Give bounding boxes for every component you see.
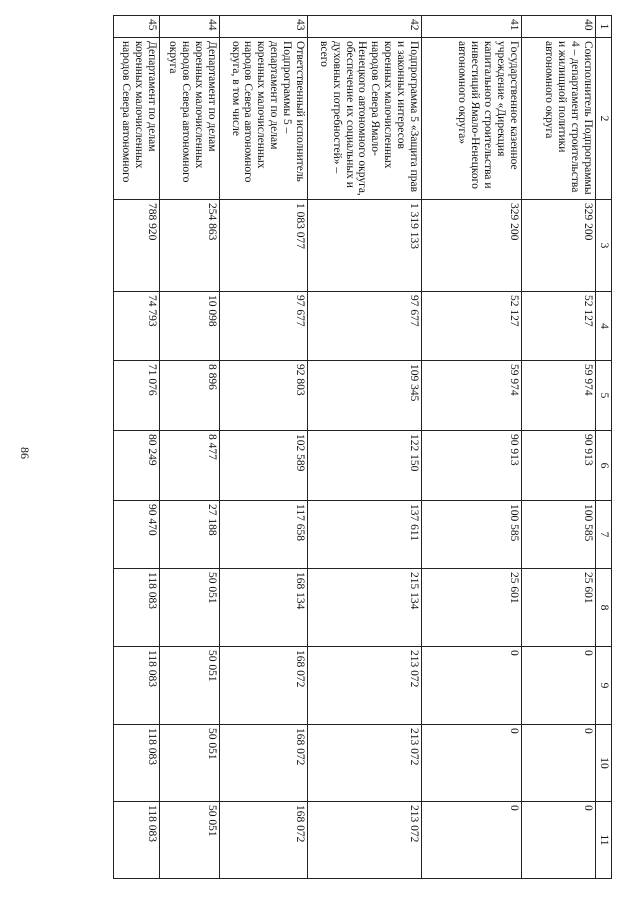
row-index: 44 [160, 16, 220, 38]
cell-value: 90 470 [114, 501, 160, 569]
row-description: Подпрограмма 5 «Защита прав и законных интересов коренных малочисленных народов Севера Ямало-Ненецкого автономного округа, обеспечение их социальных и духовных потребностей» – всего [308, 38, 422, 200]
cell-value: 52 127 [422, 292, 522, 361]
cell-value: 215 134 [308, 569, 422, 647]
col-header: 2 [596, 38, 612, 200]
cell-value: 168 072 [220, 725, 308, 802]
page-number: 86 [18, 447, 32, 459]
cell-value: 329 200 [422, 200, 522, 292]
cell-value: 168 134 [220, 569, 308, 647]
cell-value: 100 585 [422, 501, 522, 569]
budget-table [113, 15, 612, 879]
cell-value: 50 051 [160, 647, 220, 725]
cell-value: 0 [522, 647, 596, 725]
cell-value: 59 974 [522, 361, 596, 431]
cell-value: 10 098 [160, 292, 220, 361]
row-index: 45 [114, 16, 160, 38]
cell-value: 788 920 [114, 200, 160, 292]
cell-value: 25 601 [522, 569, 596, 647]
cell-value: 118 083 [114, 647, 160, 725]
cell-value: 122 150 [308, 431, 422, 501]
cell-value: 102 589 [220, 431, 308, 501]
cell-value: 213 072 [308, 725, 422, 802]
col-header: 5 [596, 361, 612, 431]
cell-value: 0 [522, 725, 596, 802]
cell-value: 118 083 [114, 802, 160, 879]
cell-value: 213 072 [308, 647, 422, 725]
row-description: Департамент по делам коренных малочисленных народов Севера автономного округа [160, 38, 220, 200]
col-header: 9 [596, 647, 612, 725]
row-description: Ответственный исполнитель Подпрограммы 5 – департамент по делам коренных малочисленных народов Севера автономного округа, в том числе [220, 38, 308, 200]
table-row [114, 16, 160, 879]
row-index: 42 [308, 16, 422, 38]
cell-value: 50 051 [160, 802, 220, 879]
cell-value: 71 076 [114, 361, 160, 431]
cell-value: 25 601 [422, 569, 522, 647]
cell-value: 0 [422, 802, 522, 879]
row-index: 40 [522, 16, 596, 38]
cell-value: 92 803 [220, 361, 308, 431]
cell-value: 8 477 [160, 431, 220, 501]
col-header: 7 [596, 501, 612, 569]
table-row [422, 16, 522, 879]
row-description: Соисполнитель Подпрограммы 4 – департамент строительства и жилищной политики автономного округа [522, 38, 596, 200]
cell-value: 50 051 [160, 725, 220, 802]
cell-value: 118 083 [114, 569, 160, 647]
col-header: 11 [596, 802, 612, 879]
table-row [160, 16, 220, 879]
cell-value: 0 [422, 647, 522, 725]
cell-value: 168 072 [220, 802, 308, 879]
cell-value: 118 083 [114, 725, 160, 802]
header-row [596, 16, 612, 879]
cell-value: 90 913 [422, 431, 522, 501]
cell-value: 1 319 133 [308, 200, 422, 292]
cell-value: 254 863 [160, 200, 220, 292]
cell-value: 100 585 [522, 501, 596, 569]
table-row [220, 16, 308, 879]
row-index: 41 [422, 16, 522, 38]
cell-value: 213 072 [308, 802, 422, 879]
row-description: Государственное казенное учреждение «Дирекция капитального строительства и инвестиций Ямало-Ненецкого автономного округа» [422, 38, 522, 200]
col-header: 10 [596, 725, 612, 802]
cell-value: 97 677 [308, 292, 422, 361]
cell-value: 329 200 [522, 200, 596, 292]
col-header: 6 [596, 431, 612, 501]
cell-value: 137 611 [308, 501, 422, 569]
cell-value: 74 793 [114, 292, 160, 361]
col-header: 3 [596, 200, 612, 292]
rotated-table-container [112, 15, 612, 878]
table-row [522, 16, 596, 879]
cell-value: 117 658 [220, 501, 308, 569]
cell-value: 1 083 077 [220, 200, 308, 292]
cell-value: 59 974 [422, 361, 522, 431]
col-header: 8 [596, 569, 612, 647]
cell-value: 0 [422, 725, 522, 802]
cell-value: 50 051 [160, 569, 220, 647]
cell-value: 109 345 [308, 361, 422, 431]
cell-value: 0 [522, 802, 596, 879]
cell-value: 90 913 [522, 431, 596, 501]
row-index: 43 [220, 16, 308, 38]
cell-value: 27 188 [160, 501, 220, 569]
cell-value: 52 127 [522, 292, 596, 361]
col-header: 1 [596, 16, 612, 38]
row-description: Департамент по делам коренных малочисленных народов Севера автономного [114, 38, 160, 200]
col-header: 4 [596, 292, 612, 361]
cell-value: 97 677 [220, 292, 308, 361]
cell-value: 80 249 [114, 431, 160, 501]
cell-value: 168 072 [220, 647, 308, 725]
table-row [308, 16, 422, 879]
cell-value: 8 896 [160, 361, 220, 431]
